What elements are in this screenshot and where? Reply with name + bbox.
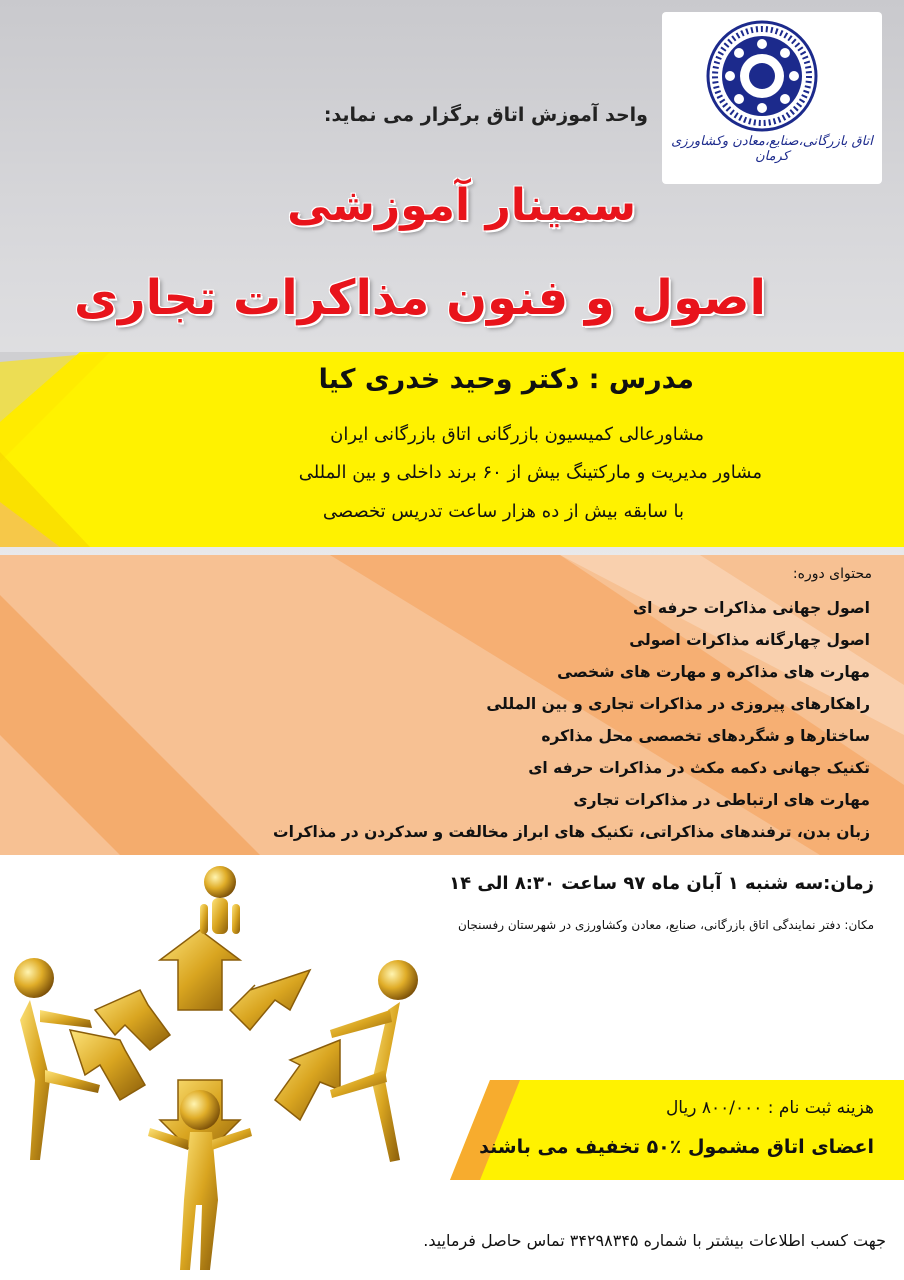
figure-right <box>330 960 418 1162</box>
event-time: زمان:سه شنبه ۱ آبان ماه ۹۷ ساعت ۸:۳۰ الی ۱۴ <box>449 873 874 894</box>
course-content-list <box>50 592 870 848</box>
instructor-bio-line: مشاورعالی کمیسیون بازرگانی اتاق بازرگانی ایران <box>330 424 704 445</box>
list-item: اصول جهانی مذاکرات حرفه ای <box>632 599 870 617</box>
seminar-subject: اصول و فنون مذاکرات تجاری <box>74 270 766 326</box>
contact-info: جهت کسب اطلاعات بیشتر با شماره ۳۴۲۹۸۳۴۵ تماس حاصل فرمایید. <box>423 1231 886 1250</box>
figure-bottom <box>148 1090 252 1270</box>
negotiation-illustration <box>0 860 450 1280</box>
logo-box <box>662 12 882 184</box>
list-item: ساختارها و شگردهای تخصصی محل مذاکره <box>541 727 870 745</box>
chamber-logo-icon <box>706 20 818 132</box>
instructor-bio-line: با سابقه بیش از ده هزار ساعت تدریس تخصصی <box>322 501 684 522</box>
fee-banner <box>450 1080 904 1180</box>
course-content-header: محتوای دوره: <box>792 566 872 582</box>
instructor-name: مدرس : دکتر وحید خدری کیا <box>318 364 694 395</box>
member-discount: اعضای اتاق مشمول ٪۵۰ تخفیف می باشند <box>479 1136 874 1158</box>
logo-caption: اتاق بازرگانی،صنایع،معادن وکشاورزی کرمان <box>671 134 873 164</box>
list-item: مهارت های مذاکره و مهارت های شخصی <box>557 663 870 681</box>
instructor-bio-line: مشاور مدیریت و مارکتینگ بیش از ۶۰ برند داخلی و بین المللی <box>298 462 762 483</box>
intro-text: واحد آموزش اتاق برگزار می نماید: <box>323 104 648 126</box>
list-item: اصول چهارگانه مذاکرات اصولی <box>629 631 870 649</box>
figure-top <box>200 866 240 934</box>
list-item: مهارت های ارتباطی در مذاکرات تجاری <box>573 791 870 809</box>
seminar-title: سمینار آموزشی <box>287 180 636 231</box>
list-item: راهکارهای پیروزی در مذاکرات تجاری و بین المللی <box>486 695 870 713</box>
list-item: تکنیک جهانی دکمه مکث در مذاکرات حرفه ای <box>528 759 870 777</box>
event-place: مکان: دفتر نمایندگی اتاق بازرگانی، صنایع، معادن وکشاورزی در شهرستان رفسنجان <box>457 918 874 932</box>
registration-fee: هزینه ثبت نام : ۸۰۰/۰۰۰ ریال <box>665 1098 874 1118</box>
list-item: زبان بدن، ترفندهای مذاکراتی، تکنیک های ابراز مخالفت و سدکردن در مذاکرات <box>273 823 870 841</box>
